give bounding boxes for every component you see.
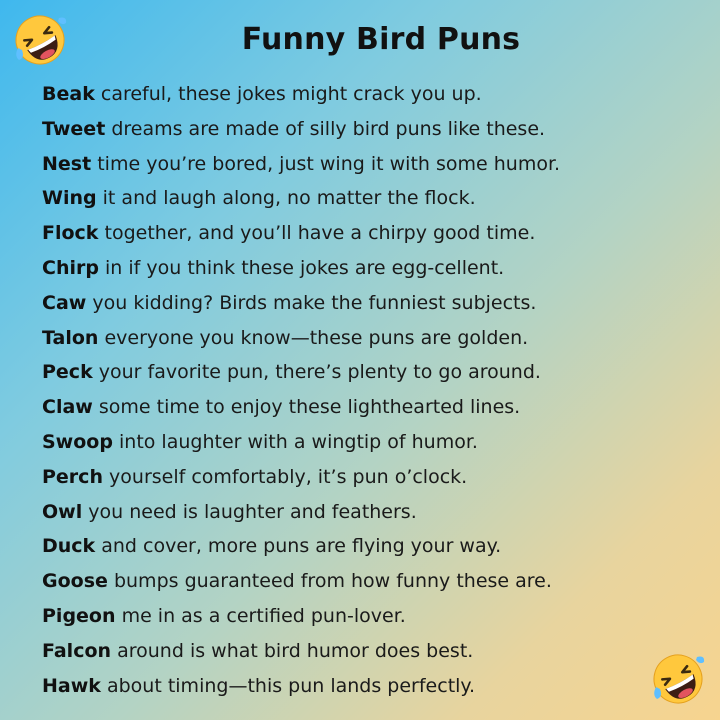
pun-keyword: Duck [42,535,96,558]
pun-text: around is what bird humor does best. [117,639,474,662]
pun-text: into laughter with a wingtip of humor. [119,430,478,453]
pun-line [42,599,710,634]
pun-line [42,669,710,704]
pun-keyword: Wing [42,187,97,210]
pun-text: yourself comfortably, it’s pun o’clock. [109,465,468,488]
pun-keyword: Caw [42,291,87,314]
pun-line [42,216,710,251]
pun-line [42,251,710,286]
pun-keyword: Perch [42,465,103,488]
pun-keyword: Chirp [42,256,99,279]
pun-keyword: Tweet [42,117,106,140]
pun-text: me in as a certified pun-lover. [121,604,406,627]
pun-keyword: Owl [42,500,83,523]
pun-keyword: Nest [42,152,92,175]
pun-line [42,495,710,530]
pun-text: together, and you’ll have a chirpy good time. [104,222,536,245]
pun-line [42,147,710,182]
pun-text: careful, these jokes might crack you up. [100,83,482,105]
pun-keyword: Flock [42,222,99,245]
pun-text: everyone you know—these puns are golden. [104,326,529,349]
pun-line [42,425,710,460]
pun-line [42,529,710,564]
page-title: Funny Bird Puns [241,22,521,57]
pun-text: it and laugh along, no matter the flock. [102,187,476,210]
pun-line [42,564,710,599]
pun-line [42,286,710,321]
pun-keyword: Peck [42,361,93,384]
pun-line [42,355,710,390]
pun-line [42,112,710,147]
pun-text: about timing—this pun lands perfectly. [106,674,475,697]
pun-keyword: Claw [42,396,93,419]
pun-text: you kidding? Birds make the funniest subjects. [92,291,537,314]
pun-keyword: Hawk [42,674,101,697]
pun-text: some time to enjoy these lighthearted lines. [98,396,521,419]
pun-text: in if you think these jokes are egg-cellent. [105,256,505,279]
pun-line [42,634,710,669]
pun-text: and cover, more puns are flying your way. [101,535,502,558]
pun-keyword: Beak [42,83,95,105]
rolling-on-floor-laughing-emoji-icon [650,651,706,707]
pun-text: bumps guaranteed from how funny these are. [113,570,552,593]
pun-keyword: Goose [42,570,108,593]
pun-keyword: Talon [42,326,99,349]
pun-line [42,77,710,112]
pun-line [42,181,710,216]
pun-text: dreams are made of silly bird puns like these. [111,117,546,140]
pun-keyword: Falcon [42,639,112,662]
pun-text: time you’re bored, just wing it with some humor. [97,152,561,175]
pun-keyword: Pigeon [42,604,116,627]
pun-keyword: Swoop [42,430,113,453]
pun-line [42,390,710,425]
pun-text: your favorite pun, there’s plenty to go around. [98,361,541,384]
pun-list [42,77,710,703]
pun-line [42,321,710,356]
pun-text: you need is laughter and feathers. [88,500,417,523]
pun-line [42,460,710,495]
